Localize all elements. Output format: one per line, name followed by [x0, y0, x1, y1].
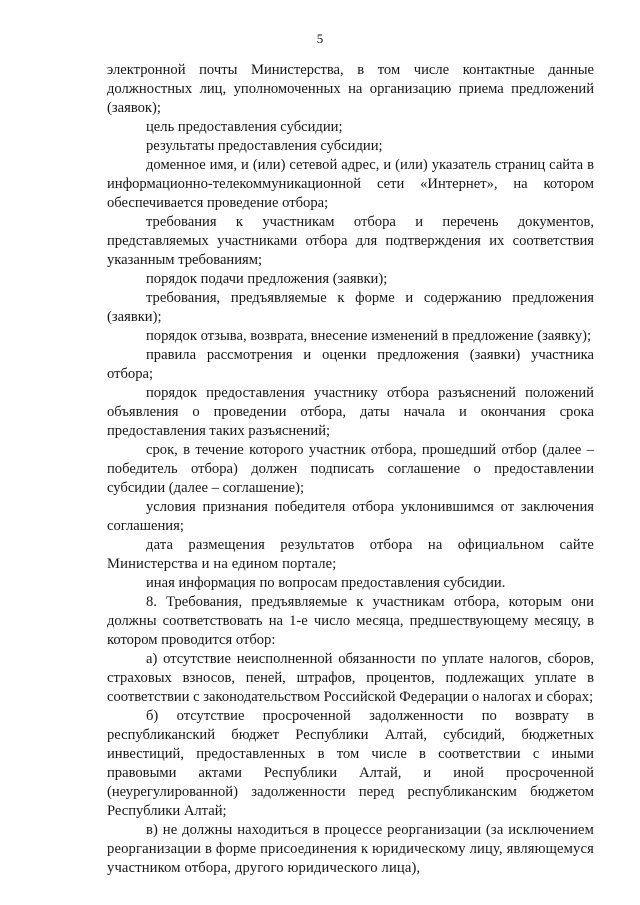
page-number: 5: [316, 31, 324, 46]
document-body: [107, 61, 594, 878]
paragraph-evasion-conditions: условия признания победителя отбора уклонившимся от заключения соглашения;: [107, 499, 594, 534]
paragraph-withdrawal-procedure: порядок отзыва, возврата, внесение изменений в предложение (заявку);: [146, 328, 592, 344]
paragraph-clarification-procedure: порядок предоставления участнику отбора разъяснений положений объявления о проведении отбора, даты начала и окончания срока предоставления таких разъяснений;: [107, 385, 594, 439]
paragraph-contact-info: электронной почты Министерства, в том числе контактные данные должностных лиц, уполномоченных на организацию приема предложений (заявок);: [107, 62, 594, 116]
paragraph-other-information: иная информация по вопросам предоставления субсидии.: [146, 575, 506, 591]
paragraph-participant-requirements: требования к участникам отбора и перечень документов, представляемых участниками отбора для подтверждения их соответствия указанным требованиям;: [107, 214, 594, 268]
paragraph-subsidy-purpose: цель предоставления субсидии;: [146, 119, 343, 135]
paragraph-item-c: в) не должны находиться в процессе реорганизации (за исключением реорганизации в форме присоединения к юридическому лицу, являющемуся участником отбора, другого юридического лица),: [107, 822, 594, 876]
paragraph-evaluation-rules: правила рассмотрения и оценки предложения (заявки) участника отбора;: [107, 347, 594, 382]
paragraph-subsidy-results: результаты предоставления субсидии;: [146, 138, 383, 154]
paragraph-form-requirements: требования, предъявляемые к форме и содержанию предложения (заявки);: [107, 290, 594, 325]
paragraph-item-b: б) отсутствие просроченной задолженности по возврату в республиканский бюджет Республики Алтай, субсидий, бюджетных инвестиций, предоставленных в том числе в соответствии с иными правовыми актами Республики Алтай, и иной просроченной (неурегулированной) задолженности перед республиканским бюджетом Республики Алтай;: [107, 708, 594, 819]
paragraph-item-a: а) отсутствие неисполненной обязанности по уплате налогов, сборов, страховых взносов, пеней, штрафов, процентов, подлежащих уплате в соответствии с законодательством Российской Федерации о налогах и сборах;: [107, 651, 594, 705]
paragraph-agreement-deadline: срок, в течение которого участник отбора, прошедший отбор (далее – победитель отбора) должен подписать соглашение о предоставлении субсидии (далее – соглашение);: [107, 442, 594, 496]
paragraph-section-8: 8. Требования, предъявляемые к участникам отбора, которым они должны соответствовать на 1-е число месяца, предшествующему месяцу, в котором проводится отбор:: [107, 594, 594, 648]
paragraph-results-publication: дата размещения результатов отбора на официальном сайте Министерства и на едином портале;: [107, 537, 594, 572]
paragraph-submission-procedure: порядок подачи предложения (заявки);: [146, 271, 388, 287]
paragraph-domain-name: доменное имя, и (или) сетевой адрес, и (или) указатель страниц сайта в информационно-телекоммуникационной сети «Интернет», на котором обеспечивается проведение отбора;: [107, 157, 594, 211]
